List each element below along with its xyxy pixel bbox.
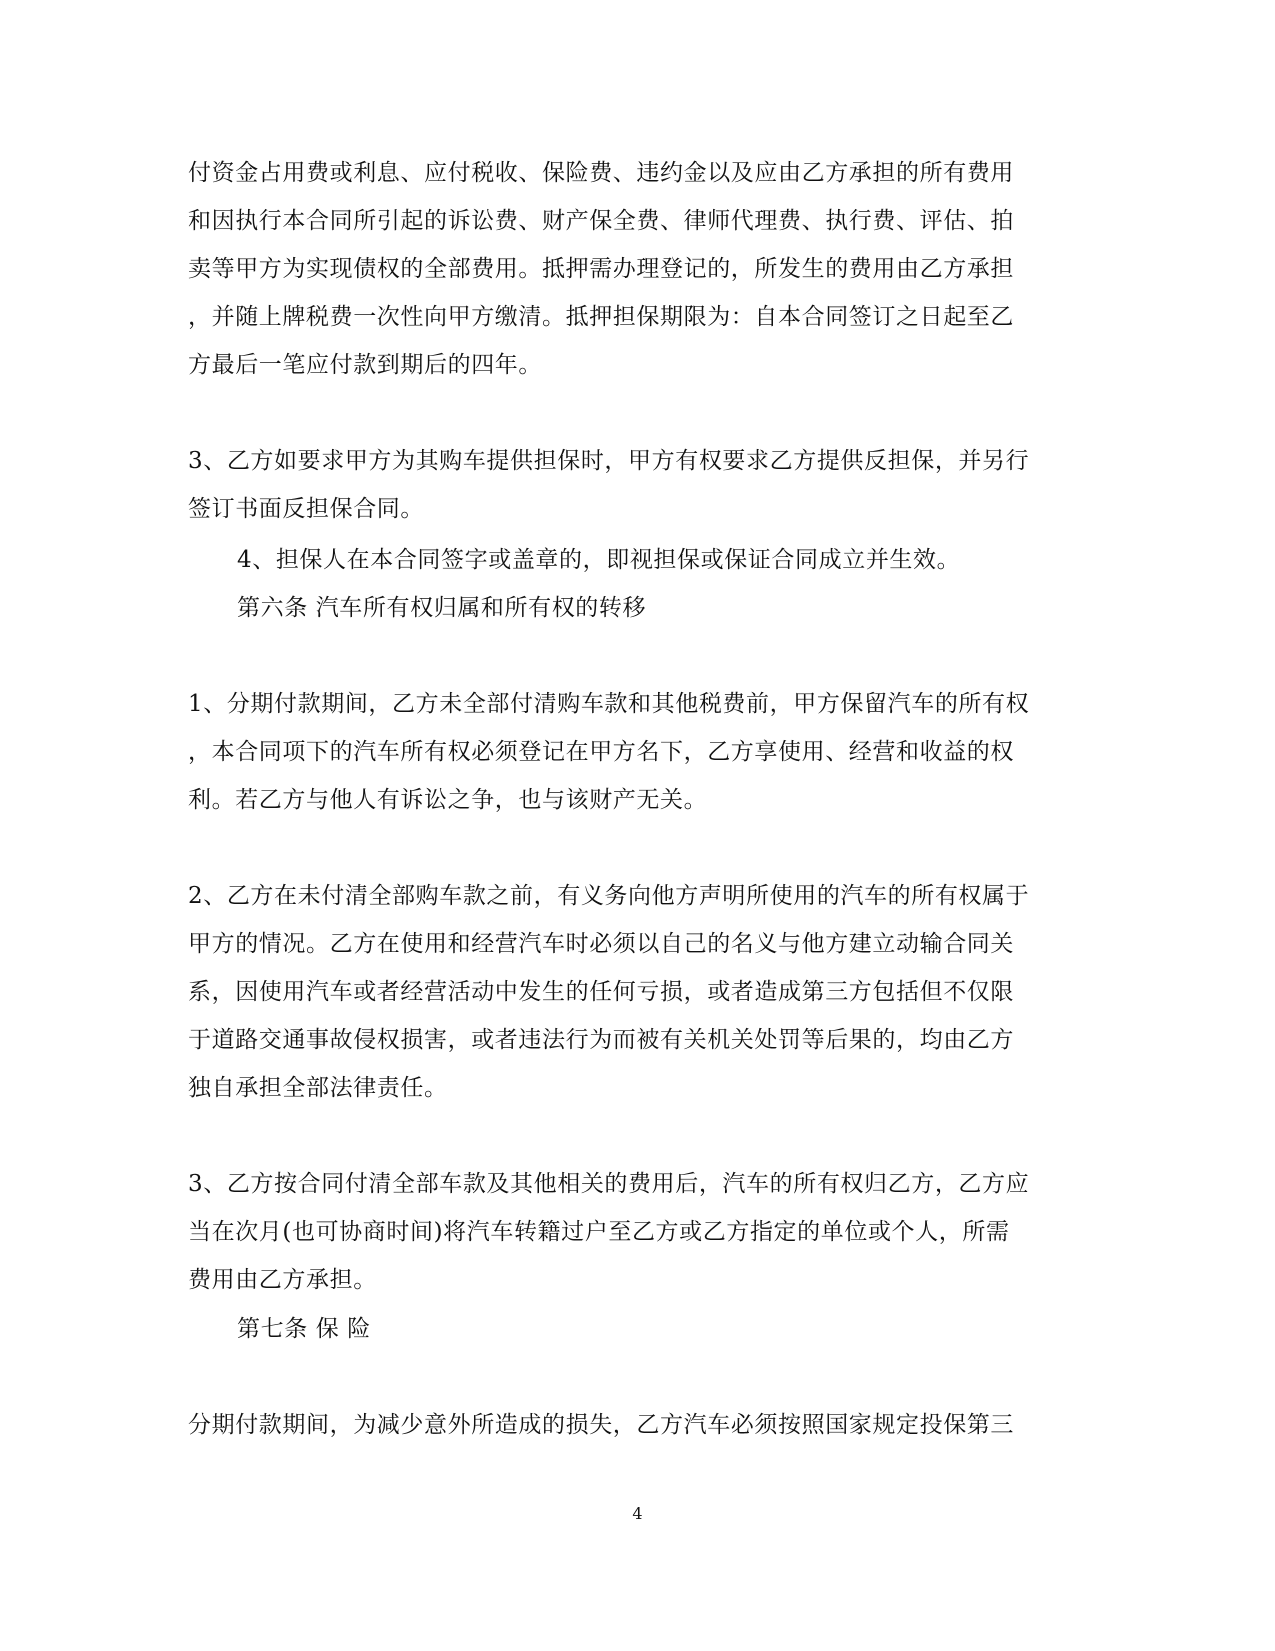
text-line: 方最后一笔应付款到期后的四年。 — [188, 352, 542, 378]
page-number: 4 — [632, 1504, 643, 1523]
text-line: 和因执行本合同所引起的诉讼费、财产保全费、律师代理费、执行费、评估、拍 — [188, 208, 1014, 234]
section-heading: 第六条 汽车所有权归属和所有权的转移 — [237, 595, 647, 621]
text-line: 3、乙方如要求甲方为其购车提供担保时，甲方有权要求乙方提供反担保，并另行 — [188, 448, 1030, 474]
text-line: 4、担保人在本合同签字或盖章的，即视担保或保证合同成立并生效。 — [237, 547, 961, 573]
text-line: 甲方的情况。乙方在使用和经营汽车时必须以自己的名义与他方建立动输合同关 — [188, 931, 1014, 957]
text-line: 独自承担全部法律责任。 — [188, 1075, 448, 1101]
text-line: 系，因使用汽车或者经营活动中发生的任何亏损，或者造成第三方包括但不仅限 — [188, 979, 1014, 1005]
text-line: 费用由乙方承担。 — [188, 1267, 377, 1293]
section-heading: 第七条 保 险 — [237, 1316, 371, 1342]
text-line: 1、分期付款期间，乙方未全部付清购车款和其他税费前，甲方保留汽车的所有权 — [188, 691, 1030, 717]
text-line: ，并随上牌税费一次性向甲方缴清。抵押担保期限为：自本合同签订之日起至乙 — [188, 304, 1014, 330]
text-line: 分期付款期间，为减少意外所造成的损失，乙方汽车必须按照国家规定投保第三 — [188, 1412, 1014, 1438]
text-line: ，本合同项下的汽车所有权必须登记在甲方名下，乙方享使用、经营和收益的权 — [188, 739, 1014, 765]
text-line: 签订书面反担保合同。 — [188, 496, 424, 522]
text-line: 3、乙方按合同付清全部车款及其他相关的费用后，汽车的所有权归乙方，乙方应 — [188, 1171, 1030, 1197]
text-line: 卖等甲方为实现债权的全部费用。抵押需办理登记的，所发生的费用由乙方承担 — [188, 256, 1014, 282]
text-line: 当在次月(也可协商时间)将汽车转籍过户至乙方或乙方指定的单位或个人，所需 — [188, 1219, 1010, 1245]
text-line: 利。若乙方与他人有诉讼之争，也与该财产无关。 — [188, 787, 708, 813]
text-line: 2、乙方在未付清全部购车款之前，有义务向他方声明所使用的汽车的所有权属于 — [188, 883, 1030, 909]
text-line: 于道路交通事故侵权损害，或者违法行为而被有关机关处罚等后果的，均由乙方 — [188, 1027, 1014, 1053]
text-line: 付资金占用费或利息、应付税收、保险费、违约金以及应由乙方承担的所有费用 — [188, 160, 1014, 186]
